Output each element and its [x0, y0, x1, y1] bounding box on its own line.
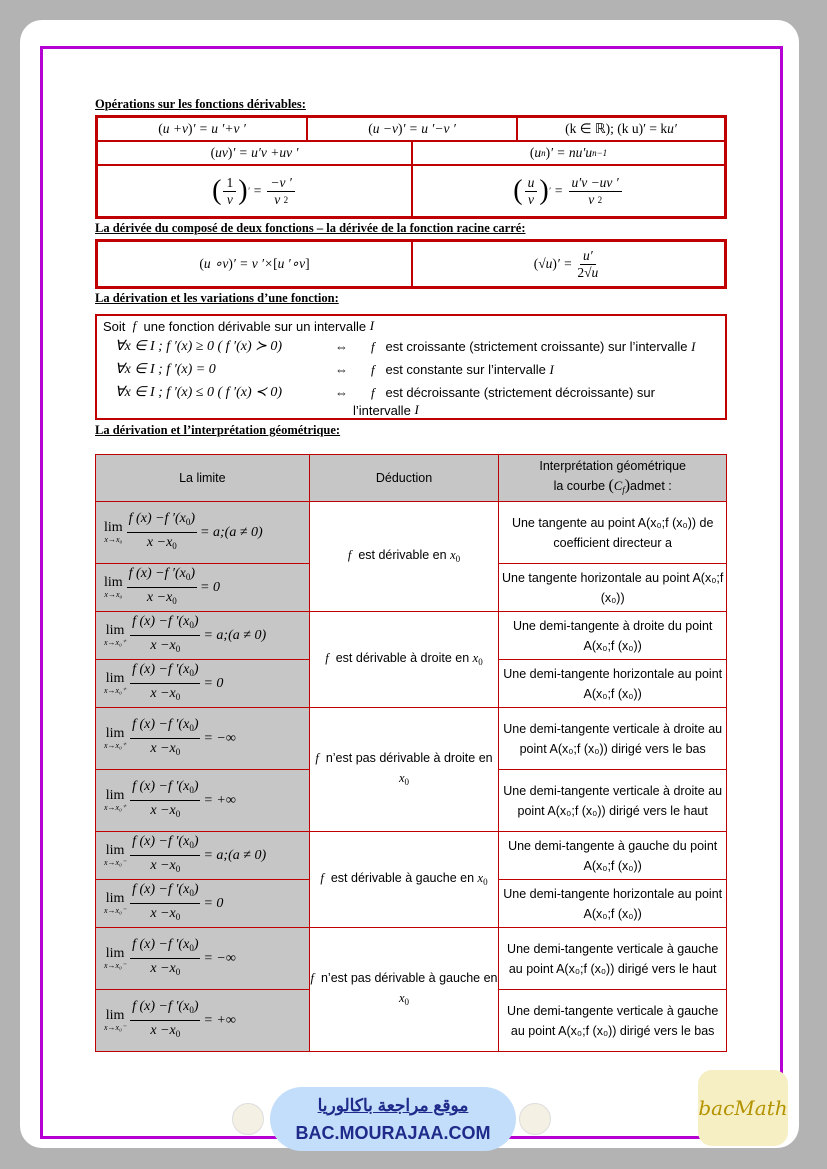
limit-result: = a;(a ≠ 0) [200, 524, 263, 540]
limit-cell: lim x→x₀⁻ $\frac{f (x) -f '(x_0)}{x -x_0}$ = 0 [96, 880, 310, 928]
limit-sub: x→x₀⁺ [104, 740, 127, 750]
limit-sub: x→x₀⁺ [104, 637, 127, 647]
variation-row-3b: l’intervalle I [353, 402, 419, 418]
compose-box [95, 239, 727, 289]
formula-inverse: ( $\frac{1}{v}$ ) ′ = $\frac{-v '}{v ^2}$ [97, 165, 412, 217]
interpretation-cell: Une demi-tangente verticale à droite au point A(x₀;f (x₀)) dirigé vers le bas [499, 708, 727, 770]
limit-cell: lim x→x₀⁺ $\frac{f (x) -f '(x_0)}{x -x_0}$ = 0 [96, 660, 310, 708]
table-row [96, 612, 727, 660]
left-logo-icon [232, 1103, 264, 1135]
section-title-variations: La dérivation et les variations d’une fonction: [95, 291, 339, 305]
interpretation-cell: Une demi-tangente horizontale au point A(x₀;f (x₀)) [499, 660, 727, 708]
section-title-operations: Opérations sur les fonctions dérivables: [95, 97, 306, 111]
interpretation-cell: Une demi-tangente verticale à gauche au point A(x₀;f (x₀)) dirigé vers le haut [499, 928, 727, 990]
table-row [96, 502, 727, 564]
header-interp-line1: Interprétation géométrique [539, 459, 686, 473]
formula-sum: ( u +v ) ′ = u ′+v ′ [97, 117, 307, 141]
limit-result: = 0 [200, 579, 220, 595]
interpretation-cell: Une demi-tangente horizontale au point A(x₀;f (x₀)) [499, 880, 727, 928]
formula-quotient: ( $\frac{u}{v}$ ) ′ = $\frac{u'v -uv '}{v ^2}$ [412, 165, 725, 217]
right-logo-icon [519, 1103, 551, 1135]
table-row [96, 708, 727, 770]
interpretation-cell: Une demi-tangente à gauche du point A(x₀;f (x₀)) [499, 832, 727, 880]
variation-row-3: ∀x ∈ I ; f ′(x) ≤ 0 ( f ′(x) ≺ 0) ⇔ f est décroissante (strictement décroissante) sur [115, 384, 655, 400]
interpretation-table [95, 454, 727, 1052]
formula-scalar: (k ∈ ℝ); (k u)′ = k u′ [517, 117, 725, 141]
limit-cell: lim x→x₀ $\frac{f (x) -f '(x_0)}{x -x_0}$ = 0 [96, 564, 310, 612]
limit-sub: x→x₀⁺ [104, 802, 127, 812]
formula-composition: ( u ∘v ) ′ = v ′× [ u ′∘v ] [97, 241, 412, 287]
limit-result: = 0 [203, 895, 224, 911]
variation-text-2: est constante sur l’intervalle [385, 362, 546, 377]
formula-product: ( uv ) ′ = u′v +uv ′ [97, 141, 412, 165]
variation-text-1: est croissante (strictement croissante) sur l’intervalle [385, 339, 688, 354]
operations-box [95, 115, 727, 219]
limit-cell: lim x→x₀⁺ $\frac{f (x) -f '(x_0)}{x -x_0}$ = −∞ [96, 708, 310, 770]
variation-text-3b: l’intervalle [353, 402, 411, 418]
banner-site: BAC.MOURAJAA.COM [295, 1123, 491, 1143]
bacmath-logo: bacMath [698, 1070, 788, 1146]
limit-result: = +∞ [203, 792, 236, 808]
deduction-text: est dérivable en [358, 547, 447, 562]
header-interpretation: Interprétation géométrique la courbe $(C_f)admet$ : [499, 455, 727, 502]
table-row [96, 832, 727, 880]
deduction-text: est dérivable à gauche en [330, 870, 475, 885]
header-interp-admet: admet : [630, 479, 672, 493]
limit-result: = −∞ [203, 950, 236, 966]
deduction-cell: f n’est pas dérivable à gauche en $x_0$ [309, 928, 499, 1052]
deduction-text: n’est pas dérivable à droite en [325, 750, 493, 765]
limit-cell: lim x→x₀⁻ $\frac{f (x) -f '(x_0)}{x -x_0}$ = −∞ [96, 928, 310, 990]
limit-sub: x→x₀⁻ [104, 905, 127, 915]
variation-row-2: ∀x ∈ I ; f ′(x) = 0 ⇔ f est constante sur l’intervalle I [115, 361, 554, 377]
deduction-cell: f est dérivable en $x_0$ [309, 502, 499, 612]
limit-result: = +∞ [203, 1012, 236, 1028]
limit-sub: x→x₀⁺ [104, 685, 127, 695]
section-title-interpretation: La dérivation et l’interprétation géométrique: [95, 423, 341, 437]
limit-result: = a;(a ≠ 0) [203, 847, 267, 863]
limit-result: = −∞ [203, 730, 236, 746]
variation-text-3: est décroissante (strictement décroissante) sur [385, 385, 655, 400]
header-limit: La limite [96, 455, 310, 502]
header-deduction: Déduction [309, 455, 499, 502]
interpretation-cell: Une demi-tangente à droite du point A(x₀;f (x₀)) [499, 612, 727, 660]
limit-cell: lim x→x₀⁺ $\frac{f (x) -f '(x_0)}{x -x_0}$ = +∞ [96, 770, 310, 832]
deduction-cell: f est dérivable à droite en $x_0$ [309, 612, 499, 708]
formula-diff: ( u −v ) ′ = u ′−v ′ [307, 117, 517, 141]
limit-sub: x→x₀⁻ [104, 857, 127, 867]
variation-cond-3: ∀x ∈ I ; f ′(x) ≤ 0 ( f ′(x) ≺ 0) [115, 385, 283, 400]
limit-sub: x→x₀⁻ [104, 960, 127, 970]
interpretation-cell: Une demi-tangente verticale à droite au point A(x₀;f (x₀)) dirigé vers le haut [499, 770, 727, 832]
limit-result: = a;(a ≠ 0) [203, 627, 267, 643]
variation-cond-2: ∀x ∈ I ; f ′(x) = 0 [115, 362, 216, 377]
interpretation-cell: Une tangente horizontale au point A(x₀;f (x₀)) [499, 564, 727, 612]
site-banner[interactable] [270, 1087, 516, 1151]
limit-cell: lim x→x₀⁺ $\frac{f (x) -f '(x_0)}{x -x_0}$ = a;(a ≠ 0) [96, 612, 310, 660]
variation-row-1: ∀x ∈ I ; f ′(x) ≥ 0 ( f ′(x) ≻ 0) ⇔ f est croissante (strictement croissante) sur l’intervalle I [115, 338, 696, 354]
variations-box [95, 314, 727, 420]
limit-sub: x→x₀ [104, 589, 123, 599]
limit-sub: x→x₀ [104, 534, 123, 544]
deduction-cell: f n’est pas dérivable à droite en $x_0$ [309, 708, 499, 832]
banner-arabic: موقع مراجعة باكالوريا [317, 1096, 469, 1115]
deduction-text: est dérivable à droite en [335, 650, 470, 665]
interpretation-cell: Une demi-tangente verticale à gauche au point A(x₀;f (x₀)) dirigé vers le bas [499, 990, 727, 1052]
variations-intro: Soit f une fonction dérivable sur un intervalle I [103, 318, 375, 334]
header-interp-curve: la courbe [553, 479, 606, 493]
variations-soit: Soit [103, 318, 126, 334]
formula-sqrt: ( √u ) ′ = $\frac{u'}{2√u}$ [412, 241, 725, 287]
deduction-text: n’est pas dérivable à gauche en [320, 970, 498, 985]
limit-sub: x→x₀⁻ [104, 1022, 127, 1032]
table-row [96, 928, 727, 990]
limit-cell: lim x→x₀⁻ $\frac{f (x) -f '(x_0)}{x -x_0}$ = a;(a ≠ 0) [96, 832, 310, 880]
limit-cell: lim x→x₀ $\frac{f (x) -f '(x_0)}{x -x_0}$ = a;(a ≠ 0) [96, 502, 310, 564]
deduction-cell: f est dérivable à gauche en $x_0$ [309, 832, 499, 928]
section-title-compose: La dérivée du composé de deux fonctions – la dérivée de la fonction racine carré: [95, 221, 526, 235]
limit-result: = 0 [203, 675, 224, 691]
formula-power: ( u n ) ′ = nu′u n−1 [412, 141, 725, 165]
variation-cond-1: ∀x ∈ I ; f ′(x) ≥ 0 ( f ′(x) ≻ 0) [115, 339, 283, 354]
interpretation-cell: Une tangente au point A(x₀;f (x₀)) de coefficient directeur a [499, 502, 727, 564]
limit-cell: lim x→x₀⁻ $\frac{f (x) -f '(x_0)}{x -x_0}$ = +∞ [96, 990, 310, 1052]
variations-intro-text: une fonction dérivable sur un intervalle [143, 318, 367, 334]
